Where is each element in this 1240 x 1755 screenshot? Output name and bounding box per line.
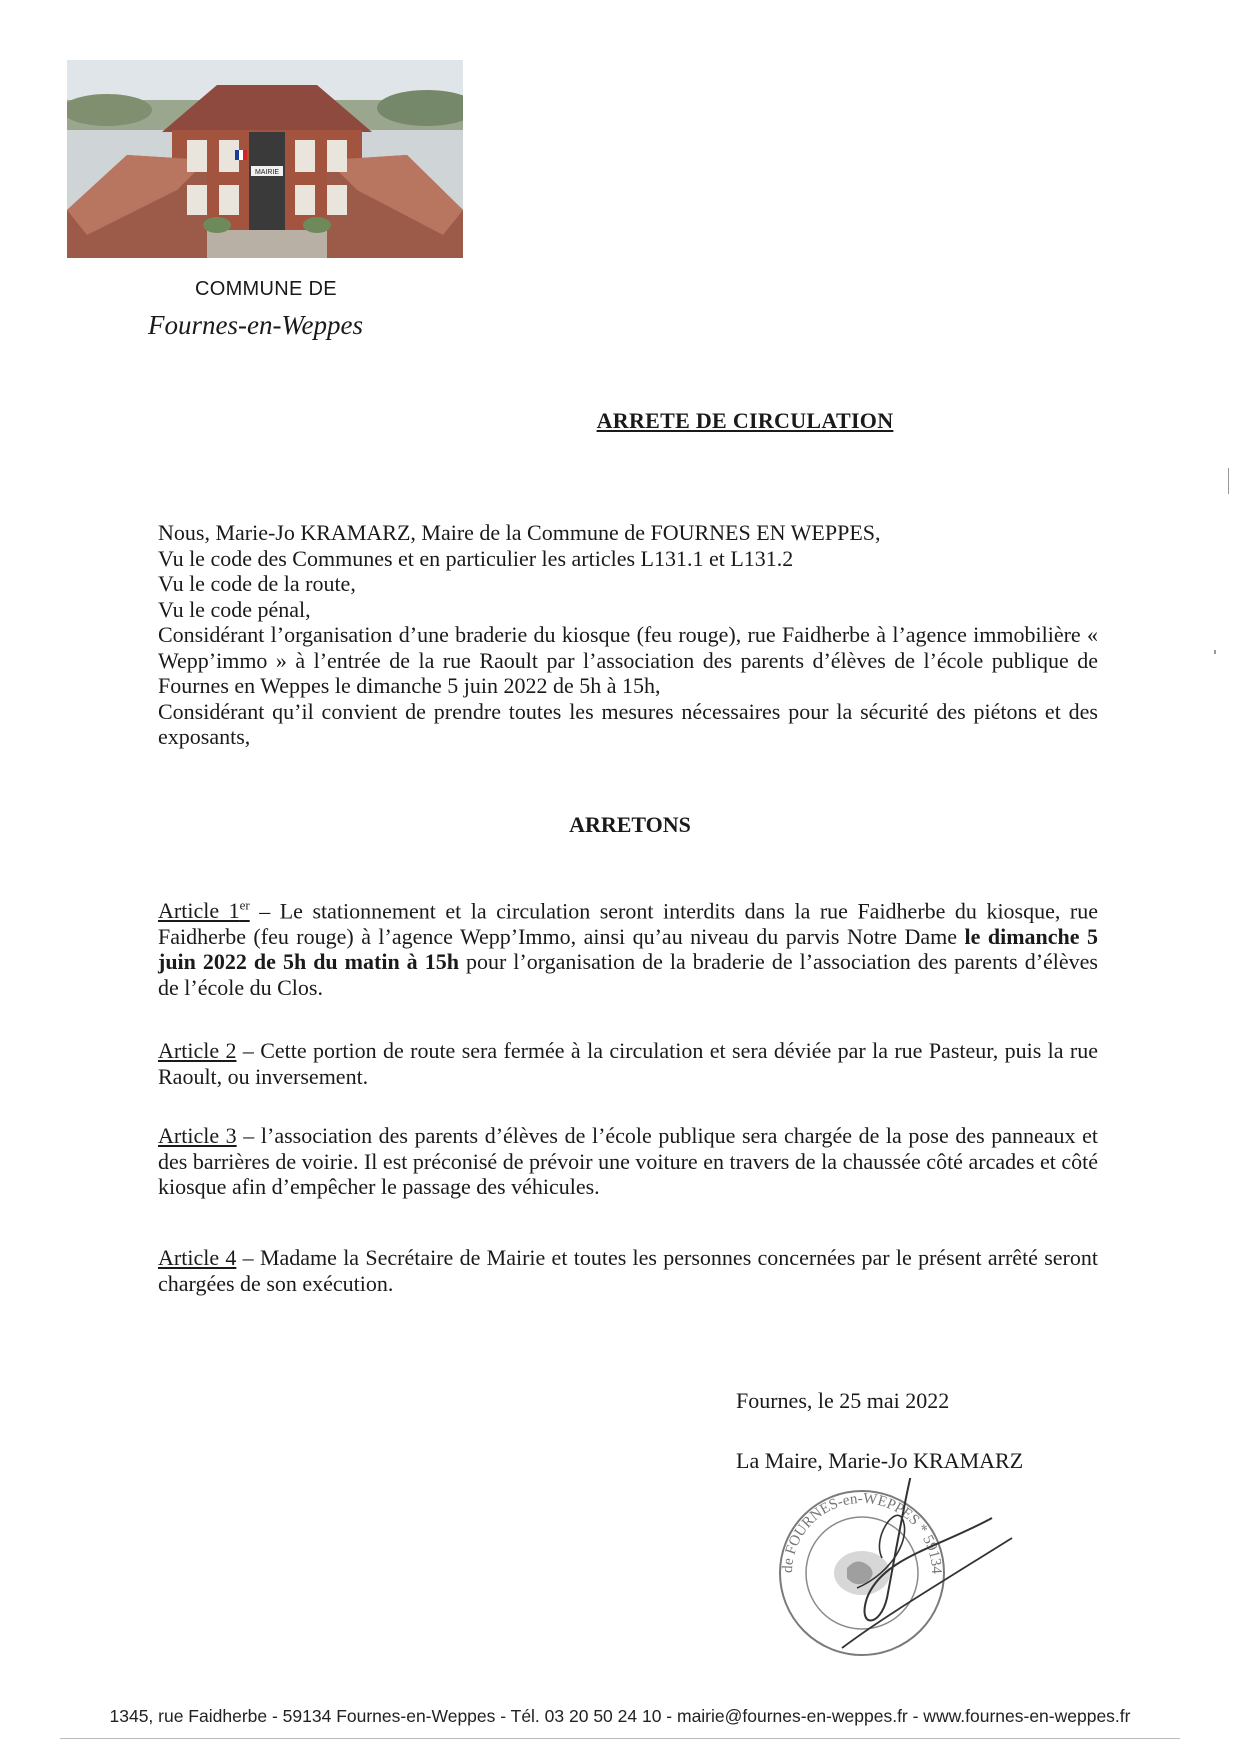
town-hall-illustration (67, 60, 463, 258)
place-date: Fournes, le 25 mai 2022 (736, 1388, 950, 1413)
article-label: Article 2 (158, 1038, 237, 1063)
article-label-text: Article 1 (158, 898, 240, 924)
signatory: La Maire, Marie-Jo KRAMARZ (736, 1448, 1024, 1473)
article-2 (158, 1038, 1098, 1089)
article-text: pour l’organisation de la braderie de l’association des parents d’élèves de l’école du Clos. (158, 949, 1098, 1000)
article-text: – Le stationnement et la circulation seront interdits dans la rue Faidherbe du kiosque, rue Faidherbe (feu rouge) à l’agence Wepp’Immo, ainsi qu’au niveau du parvis Notre Dame (158, 898, 1098, 949)
article-1 (158, 893, 1098, 1000)
decision-heading: ARRETONS (569, 812, 691, 837)
preamble-line: Vu le code pénal, (158, 596, 311, 622)
preamble-line: Considérant qu’il convient de prendre toutes les mesures nécessaires pour la sécurité des piétons et des exposants, (158, 698, 1098, 749)
article-text: – Cette portion de route sera fermée à la circulation et sera déviée par la rue Pasteur, puis la rue Raoult, ou inversement. (158, 1038, 1098, 1089)
preamble-line: Considérant l’organisation d’une braderie du kiosque (feu rouge), rue Faidherbe à l’agence immobilière « Wepp’immo » à l’entrée de la rue Raoult par l’association des parents d’élèves de l’école publique de Fournes en Weppes le dimanche 5 juin 2022 de 5h à 15h, (158, 622, 1098, 698)
town-hall-photo (67, 60, 463, 258)
preamble-line: Vu le code des Communes et en particulier les articles L131.1 et L131.2 (158, 545, 794, 571)
article-4 (158, 1245, 1098, 1296)
stamp-text: de FOURNES-en-WEPPES * 59134 (779, 1490, 945, 1575)
scan-mark (1228, 468, 1229, 494)
commune-label: COMMUNE DE (195, 278, 337, 300)
article-date-bold: le dimanche 5 juin 2022 de 5h du matin à 15h (158, 923, 1098, 975)
preamble-line: Nous, Marie-Jo KRAMARZ, Maire de la Commune de FOURNES EN WEPPES, (158, 520, 881, 545)
commune-name: Fournes-en-Weppes (148, 310, 363, 340)
scan-mark (1214, 650, 1216, 654)
article-label: Article 3 (158, 1123, 237, 1148)
article-label-sup: er (239, 898, 250, 913)
document-title: ARRETE DE CIRCULATION (596, 408, 894, 433)
official-stamp (762, 1478, 1022, 1668)
article-label: Article 4 (158, 1245, 237, 1270)
footer-contact: 1345, rue Faidherbe - 59134 Fournes-en-Weppes - Tél. 03 20 50 24 10 - mairie@fournes-en-weppes.fr - www.fournes-en-weppes.fr (109, 1706, 1131, 1726)
preamble (158, 520, 1098, 750)
footer-rule (60, 1738, 1180, 1739)
article-text: – l’association des parents d’élèves de l’école publique sera chargée de la pose des panneaux et des barrières de voirie. Il est préconisé de prévoir une voiture en travers de la chaussée côté arcades et côté kiosque afin d’empêcher le passage des véhicules. (158, 1123, 1098, 1199)
article-text: – Madame la Secrétaire de Mairie et toutes les personnes concernées par le présent arrêté seront chargées de son exécution. (158, 1245, 1098, 1296)
preamble-line: Vu le code de la route, (158, 571, 356, 596)
mairie-sign: MAIRIE (254, 169, 280, 176)
article-3 (158, 1123, 1098, 1200)
article-label (158, 898, 250, 923)
